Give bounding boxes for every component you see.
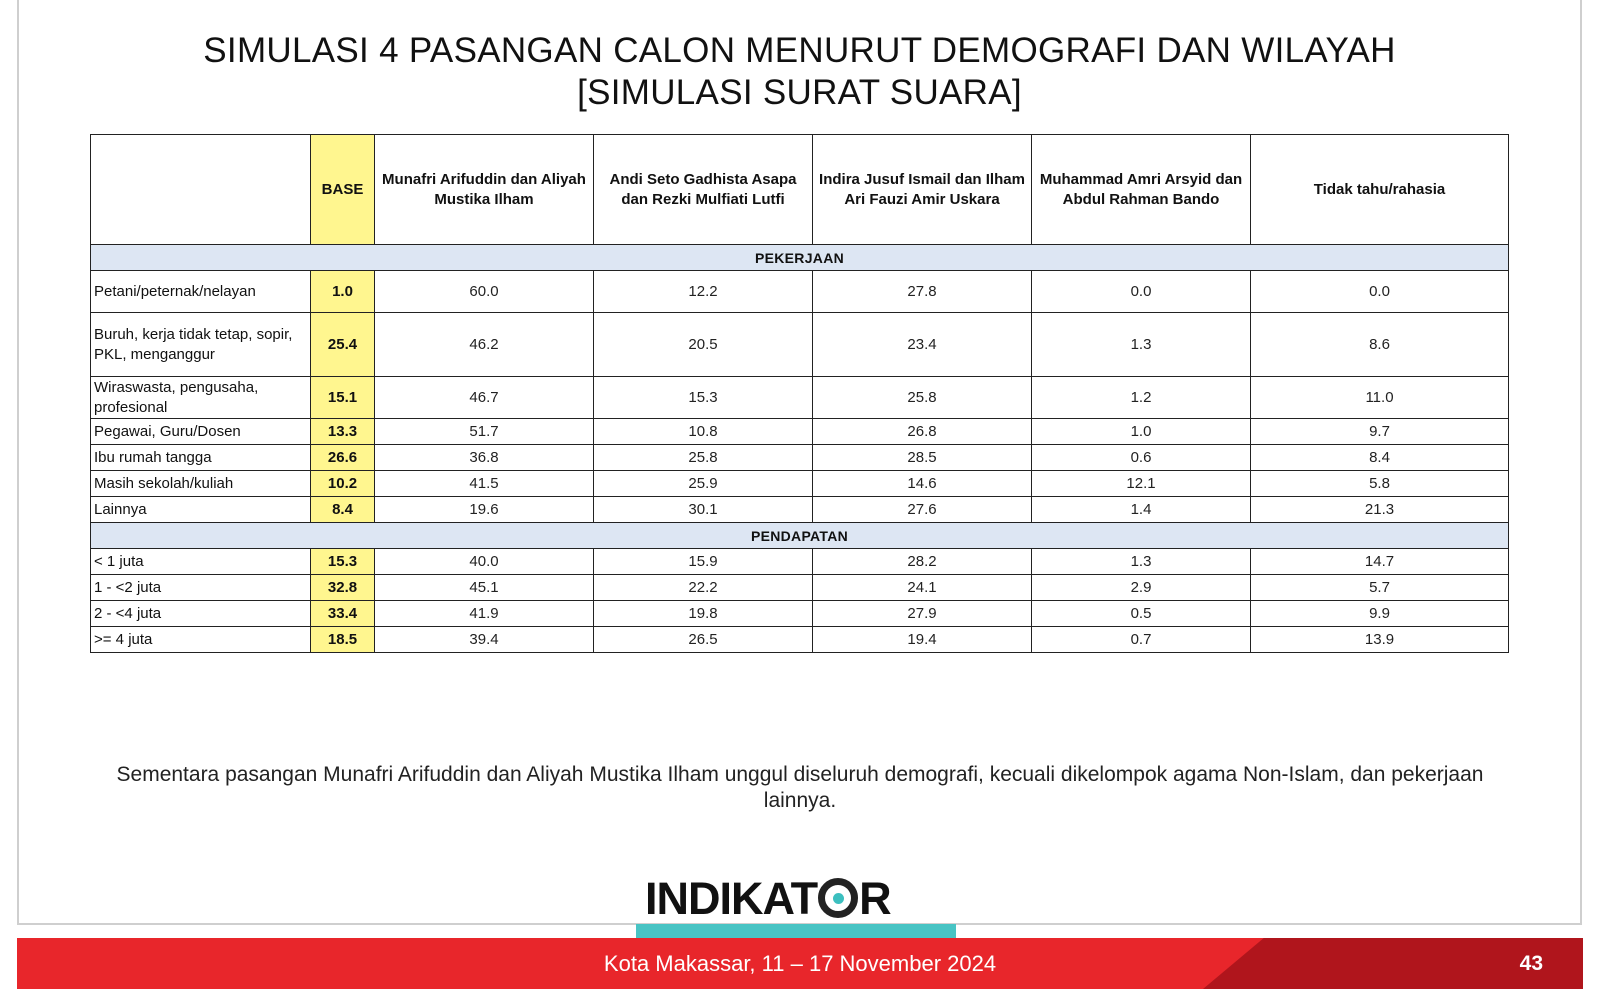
base-cell: 1.0 — [311, 271, 375, 313]
value-cell: 9.7 — [1251, 419, 1509, 445]
value-cell: 27.9 — [813, 601, 1032, 627]
value-cell: 1.2 — [1032, 377, 1251, 419]
value-cell: 15.9 — [594, 549, 813, 575]
value-cell: 45.1 — [375, 575, 594, 601]
logo-text-part2: R — [859, 873, 891, 924]
value-cell: 41.5 — [375, 471, 594, 497]
section-title: PEKERJAAN — [91, 245, 1509, 271]
table-row — [91, 497, 1509, 523]
value-cell: 36.8 — [375, 445, 594, 471]
value-cell: 26.8 — [813, 419, 1032, 445]
header-candidate-3: Indira Jusuf Ismail dan Ilham Ari Fauzi Amir Uskara — [813, 135, 1032, 245]
summary-note: Sementara pasangan Munafri Arifuddin dan Aliyah Mustika Ilham unggul diseluruh demografi, kecuali dikelompok agama Non-Islam, dan pekerjaan lainnya. — [116, 763, 1484, 812]
value-cell: 41.9 — [375, 601, 594, 627]
base-cell: 10.2 — [311, 471, 375, 497]
table-row — [91, 627, 1509, 653]
value-cell: 19.6 — [375, 497, 594, 523]
value-cell: 14.7 — [1251, 549, 1509, 575]
row-label: Lainnya — [91, 497, 311, 523]
row-label: Petani/peternak/nelayan — [91, 271, 311, 313]
value-cell: 25.8 — [813, 377, 1032, 419]
section-row — [91, 523, 1509, 549]
value-cell: 25.8 — [594, 445, 813, 471]
value-cell: 10.8 — [594, 419, 813, 445]
footer-location-date: Kota Makassar, 11 – 17 November 2024 — [603, 951, 997, 976]
table-row — [91, 271, 1509, 313]
value-cell: 25.9 — [594, 471, 813, 497]
value-cell: 8.4 — [1251, 445, 1509, 471]
value-cell: 26.5 — [594, 627, 813, 653]
table-row — [91, 419, 1509, 445]
title-line-1: SIMULASI 4 PASANGAN CALON MENURUT DEMOGRAFI DAN WILAYAH — [203, 31, 1396, 70]
row-label: 1 - <2 juta — [91, 575, 311, 601]
value-cell: 1.3 — [1032, 313, 1251, 377]
value-cell: 28.5 — [813, 445, 1032, 471]
value-cell: 19.8 — [594, 601, 813, 627]
table-row — [91, 471, 1509, 497]
base-cell: 33.4 — [311, 601, 375, 627]
value-cell: 40.0 — [375, 549, 594, 575]
base-cell: 13.3 — [311, 419, 375, 445]
value-cell: 5.8 — [1251, 471, 1509, 497]
base-cell: 32.8 — [311, 575, 375, 601]
value-cell: 11.0 — [1251, 377, 1509, 419]
value-cell: 28.2 — [813, 549, 1032, 575]
row-label: Pegawai, Guru/Dosen — [91, 419, 311, 445]
table-row — [91, 445, 1509, 471]
value-cell: 2.9 — [1032, 575, 1251, 601]
value-cell: 8.6 — [1251, 313, 1509, 377]
table-row — [91, 377, 1509, 419]
base-cell: 15.3 — [311, 549, 375, 575]
base-cell: 8.4 — [311, 497, 375, 523]
value-cell: 1.3 — [1032, 549, 1251, 575]
value-cell: 12.2 — [594, 271, 813, 313]
value-cell: 27.6 — [813, 497, 1032, 523]
value-cell: 0.0 — [1032, 271, 1251, 313]
value-cell: 15.3 — [594, 377, 813, 419]
value-cell: 21.3 — [1251, 497, 1509, 523]
value-cell: 13.9 — [1251, 627, 1509, 653]
value-cell: 46.7 — [375, 377, 594, 419]
value-cell: 27.8 — [813, 271, 1032, 313]
row-label: Buruh, kerja tidak tetap, sopir, PKL, menganggur — [91, 313, 311, 377]
value-cell: 9.9 — [1251, 601, 1509, 627]
table-row — [91, 601, 1509, 627]
row-label: < 1 juta — [91, 549, 311, 575]
value-cell: 5.7 — [1251, 575, 1509, 601]
row-label: Wiraswasta, pengusaha, profesional — [91, 377, 311, 419]
value-cell: 1.0 — [1032, 419, 1251, 445]
value-cell: 1.4 — [1032, 497, 1251, 523]
value-cell: 51.7 — [375, 419, 594, 445]
row-label: 2 - <4 juta — [91, 601, 311, 627]
header-label — [91, 135, 311, 245]
row-label: Masih sekolah/kuliah — [91, 471, 311, 497]
value-cell: 19.4 — [813, 627, 1032, 653]
row-label: Ibu rumah tangga — [91, 445, 311, 471]
page-title — [17, 30, 1582, 114]
results-table — [90, 134, 1509, 653]
base-cell: 26.6 — [311, 445, 375, 471]
value-cell: 20.5 — [594, 313, 813, 377]
value-cell: 14.6 — [813, 471, 1032, 497]
header-candidate-1: Munafri Arifuddin dan Aliyah Mustika Ilham — [375, 135, 594, 245]
table-body — [91, 245, 1509, 653]
table-row — [91, 575, 1509, 601]
footer-bar — [17, 938, 1583, 989]
section-row — [91, 245, 1509, 271]
table-header-row — [91, 135, 1509, 245]
table-row — [91, 549, 1509, 575]
title-line-2: [SIMULASI SURAT SUARA] — [577, 73, 1022, 112]
indikator-logo — [645, 873, 965, 925]
value-cell: 0.5 — [1032, 601, 1251, 627]
base-cell: 25.4 — [311, 313, 375, 377]
value-cell: 22.2 — [594, 575, 813, 601]
row-label: >= 4 juta — [91, 627, 311, 653]
section-title: PENDAPATAN — [91, 523, 1509, 549]
header-candidate-2: Andi Seto Gadhista Asapa dan Rezki Mulfiati Lutfi — [594, 135, 813, 245]
logo-target-icon — [818, 878, 858, 918]
value-cell: 0.6 — [1032, 445, 1251, 471]
value-cell: 39.4 — [375, 627, 594, 653]
header-candidate-4: Muhammad Amri Arsyid dan Abdul Rahman Bando — [1032, 135, 1251, 245]
header-base: BASE — [311, 135, 375, 245]
value-cell: 60.0 — [375, 271, 594, 313]
value-cell: 12.1 — [1032, 471, 1251, 497]
value-cell: 30.1 — [594, 497, 813, 523]
value-cell: 23.4 — [813, 313, 1032, 377]
value-cell: 46.2 — [375, 313, 594, 377]
value-cell: 24.1 — [813, 575, 1032, 601]
base-cell: 18.5 — [311, 627, 375, 653]
value-cell: 0.0 — [1251, 271, 1509, 313]
logo-text-part1: INDIKAT — [645, 873, 818, 924]
table-row — [91, 313, 1509, 377]
base-cell: 15.1 — [311, 377, 375, 419]
header-undecided: Tidak tahu/rahasia — [1251, 135, 1509, 245]
page-number: 43 — [1519, 952, 1543, 975]
value-cell: 0.7 — [1032, 627, 1251, 653]
